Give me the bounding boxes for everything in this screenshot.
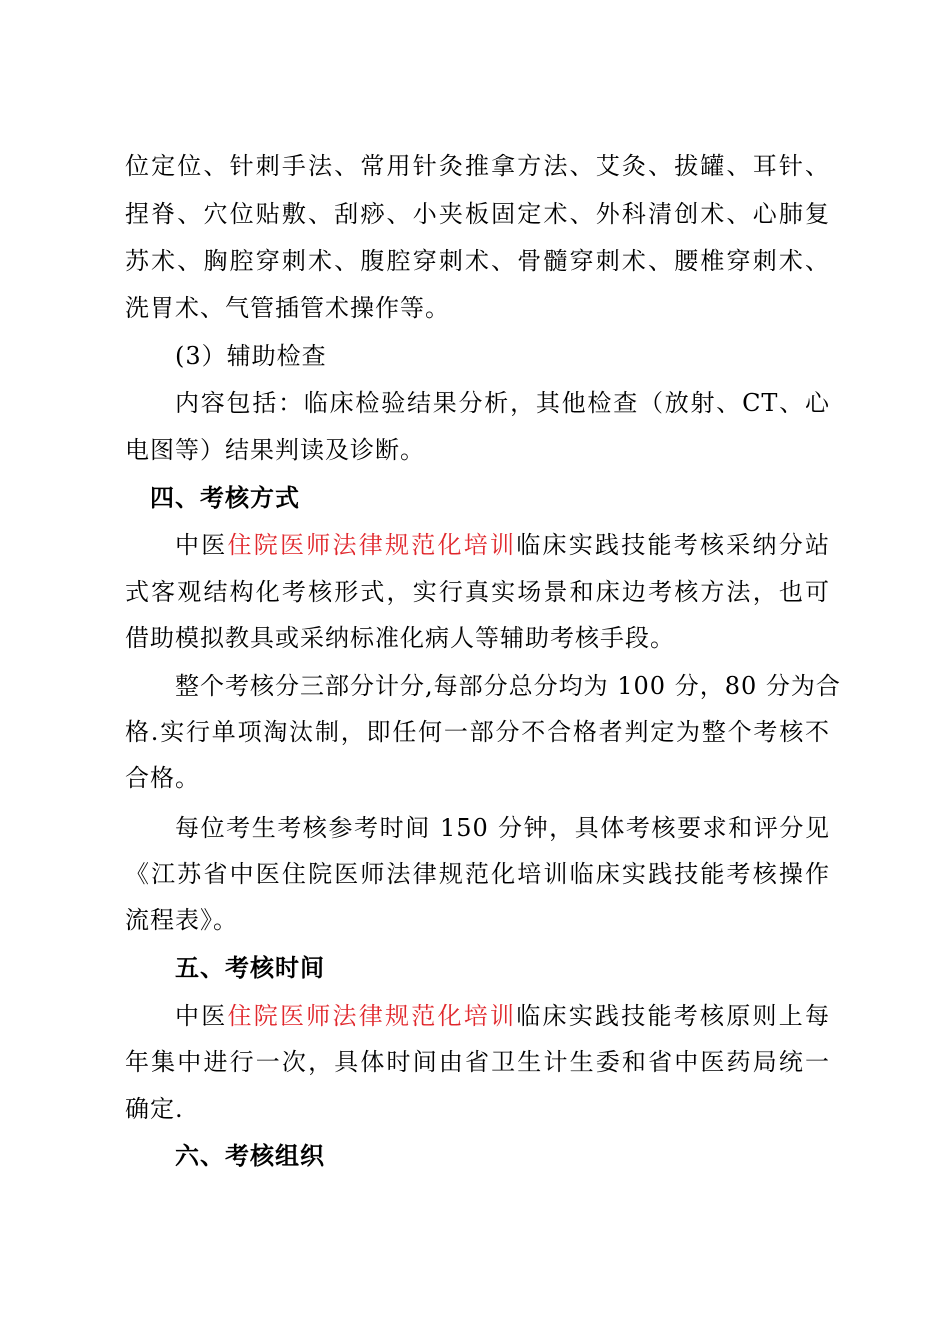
paragraph-line: 年集中进行一次，具体时间由省卫生计生委和省中医药局统一 bbox=[125, 1048, 830, 1076]
paragraph-line: 借助模拟教具或采纳标准化病人等辅助考核手段。 bbox=[125, 624, 675, 652]
text-run: 临床实践技能考核原则上每 bbox=[516, 1002, 830, 1030]
paragraph-line: 流程表》。 bbox=[125, 906, 238, 934]
text-run: 临床实践技能考核采纳分站 bbox=[516, 531, 830, 559]
paragraph-line: 捏脊、穴位贴敷、刮痧、小夹板固定术、外科清创术、心肺复 bbox=[125, 200, 830, 228]
text-run: 中医 bbox=[175, 1002, 228, 1030]
paragraph-line: 洗胃术、气管插管术操作等。 bbox=[125, 294, 450, 322]
paragraph-line: 确定. bbox=[125, 1095, 184, 1123]
paragraph-line bbox=[175, 529, 830, 561]
highlighted-text: 住院医师法律规范化培训 bbox=[227, 1002, 517, 1030]
paragraph-line: 每位考生考核参考时间 150 分钟，具体考核要求和评分见 bbox=[175, 814, 830, 842]
paragraph-line: 苏术、胸腔穿刺术、腹腔穿刺术、骨髓穿刺术、腰椎穿刺术、 bbox=[125, 247, 830, 275]
text-run: 中医 bbox=[175, 531, 228, 559]
paragraph-line: 《江苏省中医住院医师法律规范化培训临床实践技能考核操作 bbox=[125, 860, 830, 888]
section-heading: 五、考核时间 bbox=[175, 954, 325, 982]
subsection-heading: (3）辅助检查 bbox=[175, 342, 327, 370]
paragraph-line: 式客观结构化考核形式，实行真实场景和床边考核方法，也可 bbox=[125, 578, 830, 606]
section-heading: 四、考核方式 bbox=[150, 484, 300, 512]
section-heading: 六、考核组织 bbox=[175, 1142, 325, 1170]
paragraph-line: 整个考核分三部分计分,每部分总分均为 100 分，80 分为合 bbox=[175, 672, 841, 700]
paragraph-line bbox=[175, 1000, 830, 1032]
paragraph-line: 格.实行单项淘汰制，即任何一部分不合格者判定为整个考核不 bbox=[125, 718, 830, 746]
highlighted-text: 住院医师法律规范化培训 bbox=[227, 531, 517, 559]
paragraph-line: 位定位、针刺手法、常用针灸推拿方法、艾灸、拔罐、耳针、 bbox=[125, 152, 830, 180]
paragraph-line: 合格。 bbox=[125, 764, 200, 792]
paragraph-line: 电图等）结果判读及诊断。 bbox=[125, 436, 425, 464]
paragraph-line: 内容包括：临床检验结果分析，其他检查（放射、CT、心 bbox=[175, 389, 830, 417]
